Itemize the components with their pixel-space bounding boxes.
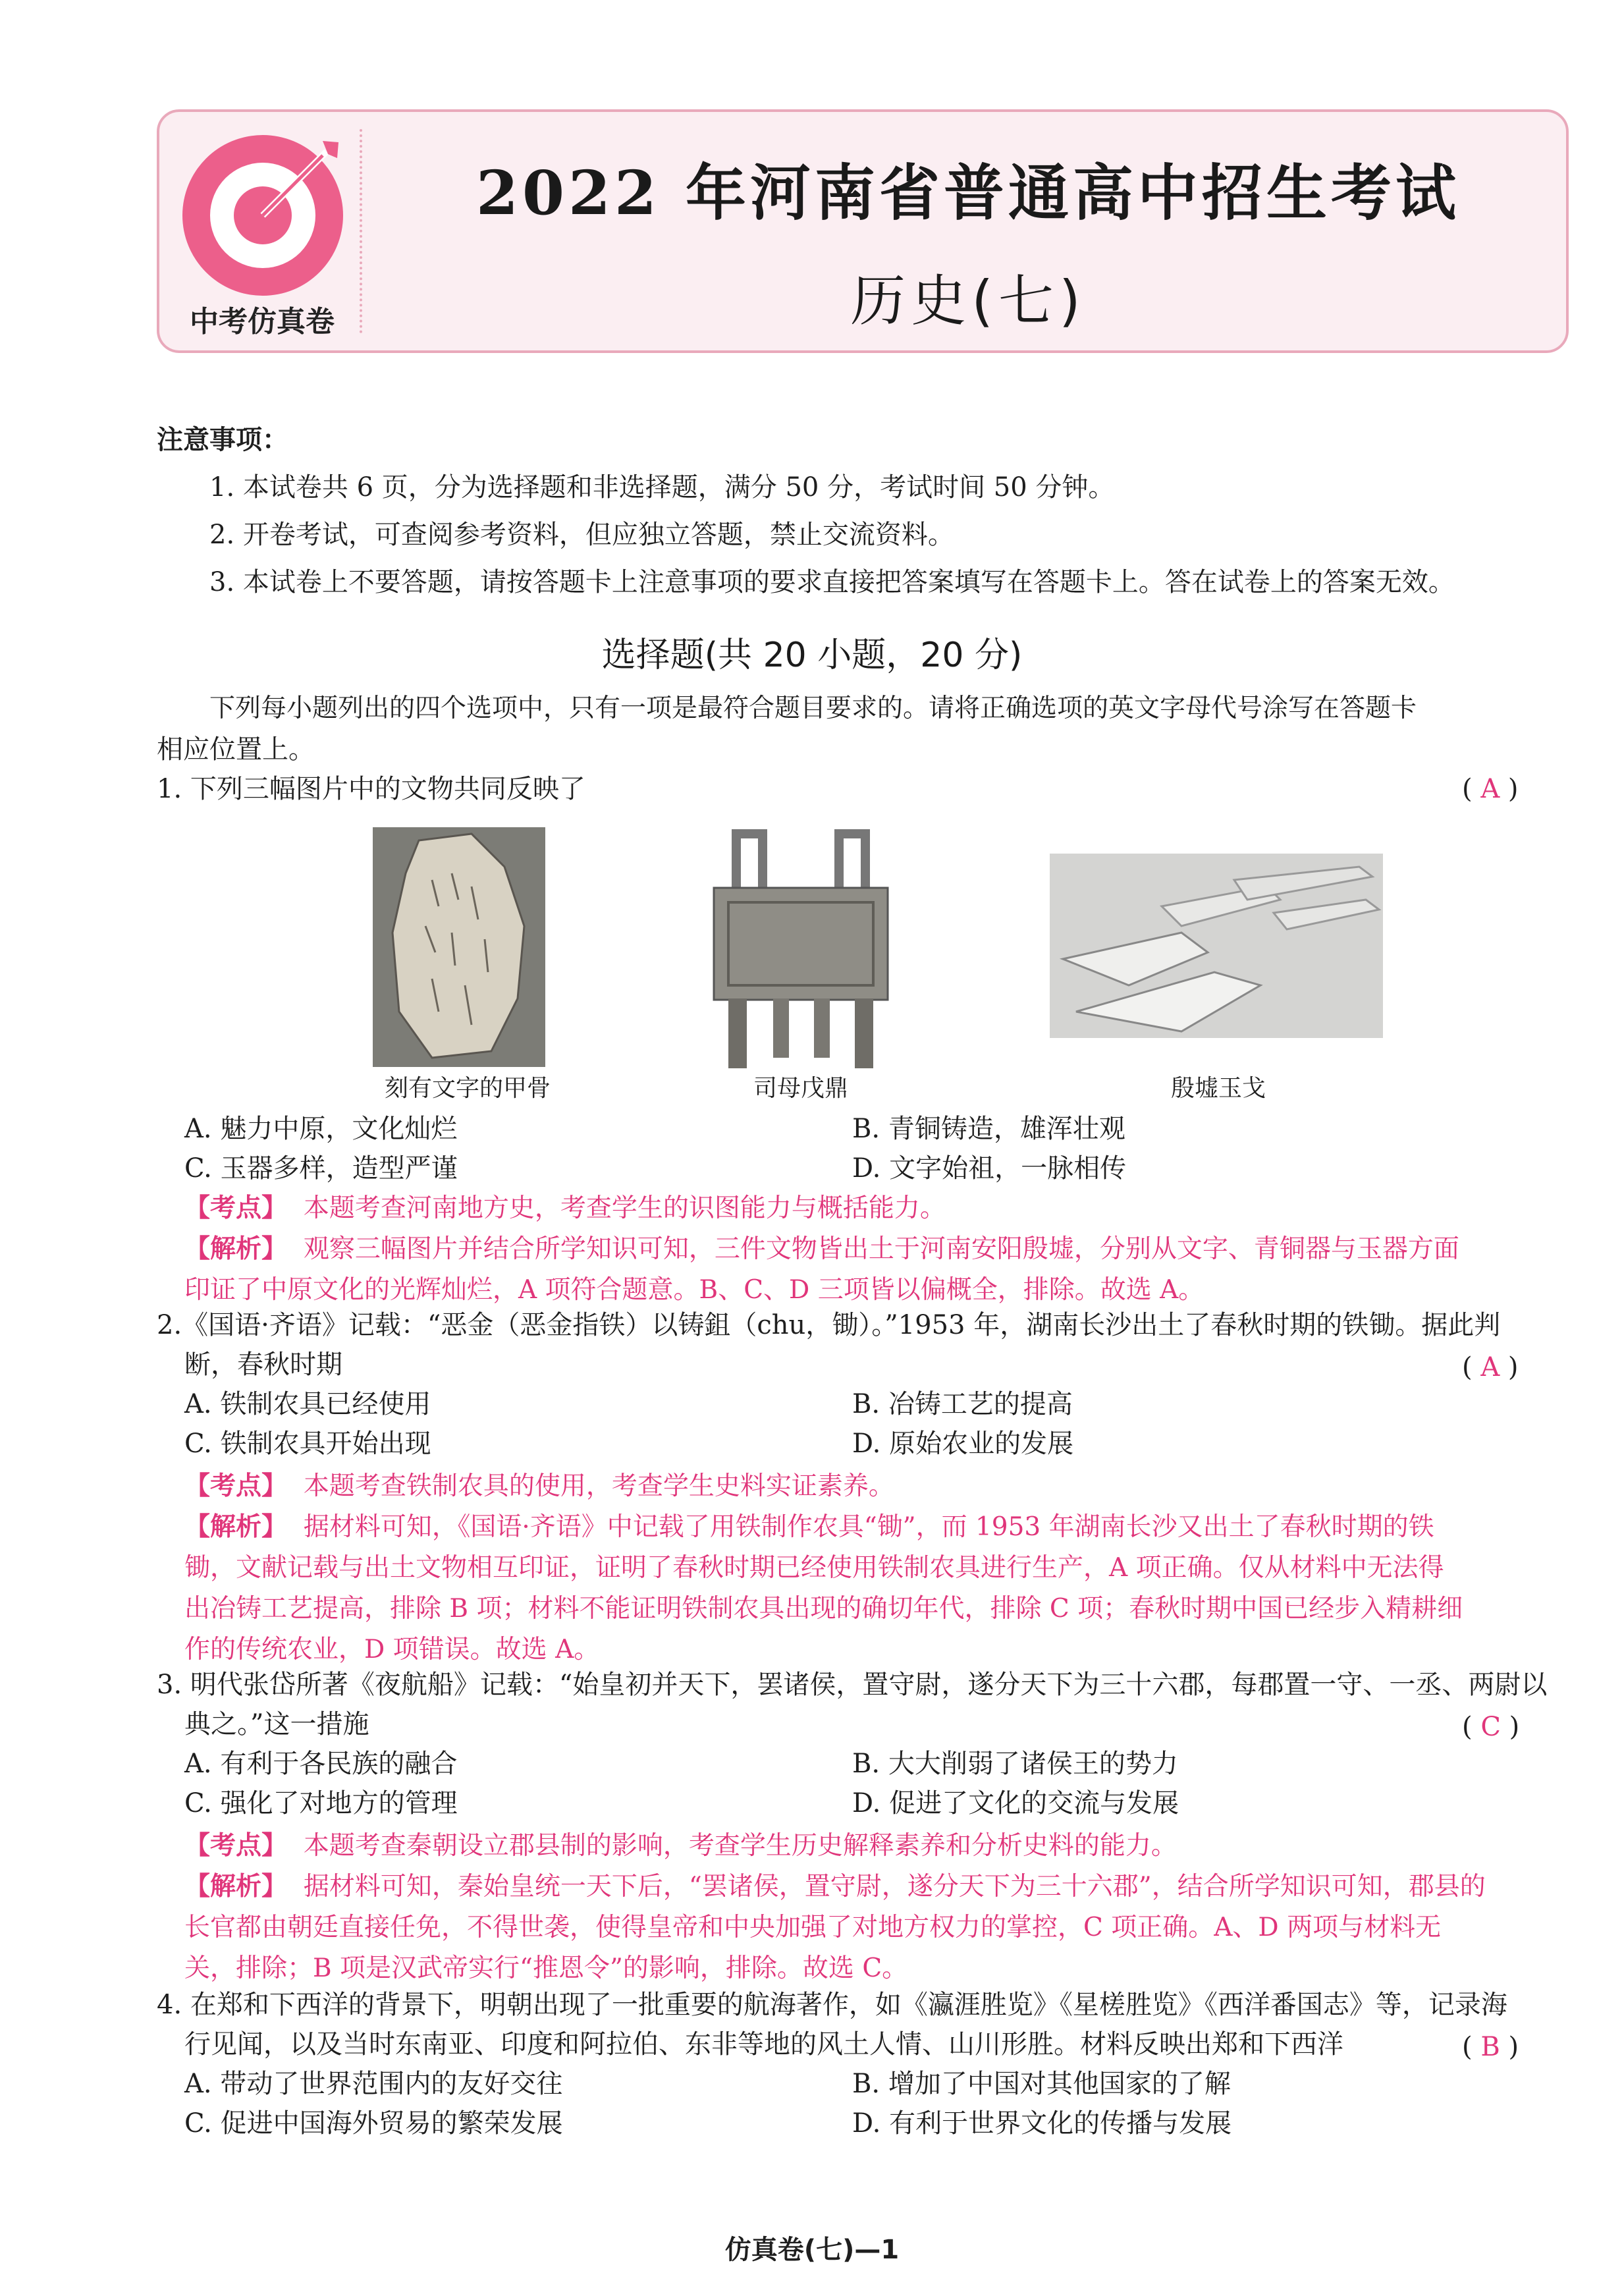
q2-answer: A xyxy=(1480,1352,1500,1382)
q3-kaodian-tag: 【考点】 xyxy=(184,1831,288,1861)
header-divider xyxy=(360,129,362,333)
caption-oracle-bone: 刻有文字的甲骨 xyxy=(384,1075,551,1102)
q2-jiexi-line3: 出冶铸工艺提高，排除 B 项；材料不能证明铁制农具出现的确切年代，排除 C 项；春秋时期中国已经步入精耕细 xyxy=(184,1594,1463,1624)
q4-stem-line2: 行见闻，以及当时东南亚、印度和阿拉伯、东非等地的风土人情、山川形胜。材料反映出郑和下西洋 xyxy=(184,2029,1343,2060)
note-item-3: 3. 本试卷上不要答题，请按答题卡上注意事项的要求直接把答案填写在答题卡上。答在试卷上的答案无效。 xyxy=(209,567,1455,597)
q2-kaodian xyxy=(184,1466,894,1507)
q1-option-a: A. 魅力中原，文化灿烂 xyxy=(184,1114,458,1144)
q4-option-a: A. 带动了世界范围内的友好交往 xyxy=(184,2069,563,2099)
q1-kaodian xyxy=(184,1188,946,1229)
q4-answer: B xyxy=(1480,2032,1500,2062)
q1-answer: A xyxy=(1480,774,1500,804)
q2-jiexi xyxy=(184,1507,1434,1548)
q1-jiexi-text1: 观察三幅图片并结合所学知识可知，三件文物皆出土于河南安阳殷墟，分别从文字、青铜器与玉器方面 xyxy=(303,1234,1459,1264)
q3-jiexi-line3: 关，排除；B 项是汉武帝实行“推恩令”的影响，排除。故选 C。 xyxy=(184,1953,908,1983)
q1-jiexi-tag: 【解析】 xyxy=(184,1234,288,1264)
q1-option-d: D. 文字始祖，一脉相传 xyxy=(852,1153,1127,1184)
q2-jiexi-line4: 作的传统农业，D 项错误。故选 A。 xyxy=(184,1635,600,1664)
oracle-bone-image xyxy=(373,827,545,1067)
q2-option-b: B. 冶铸工艺的提高 xyxy=(852,1389,1073,1419)
q1-stem: 1. 下列三幅图片中的文物共同反映了 xyxy=(157,774,585,804)
exam-subject: 历史(七) xyxy=(850,269,1086,333)
q2-jiexi-tag: 【解析】 xyxy=(184,1512,288,1542)
q3-option-a: A. 有利于各民族的融合 xyxy=(184,1749,458,1779)
note-item-1: 1. 本试卷共 6 页，分为选择题和非选择题，满分 50 分，考试时间 50 分钟。 xyxy=(209,472,1115,503)
q2-jiexi-text1: 据材料可知，《国语·齐语》中记载了用铁制作农具“锄”，而 1953 年湖南长沙又出土了春秋时期的铁 xyxy=(303,1512,1434,1542)
q2-option-d: D. 原始农业的发展 xyxy=(852,1429,1074,1459)
q1-jiexi xyxy=(184,1229,1459,1270)
q1-option-b: B. 青铜铸造，雄浑壮观 xyxy=(852,1114,1125,1144)
q2-kaodian-tag: 【考点】 xyxy=(184,1471,288,1501)
q3-answer-bracket: ( C ) xyxy=(1462,1712,1520,1742)
target-logo-icon xyxy=(176,129,349,302)
q3-stem-line1: 3. 明代张岱所著《夜航船》记载：“始皇初并天下，罢诸侯，置守尉，遂分天下为三十六郡，每郡置一守、一丞、两尉以 xyxy=(157,1670,1548,1700)
q4-option-d: D. 有利于世界文化的传播与发展 xyxy=(852,2108,1232,2139)
q4-option-b: B. 增加了中国对其他国家的了解 xyxy=(852,2069,1231,2099)
q3-kaodian-text: 本题考查秦朝设立郡县制的影响，考查学生历史解释素养和分析史料的能力。 xyxy=(303,1831,1177,1861)
q4-stem-line1: 4. 在郑和下西洋的背景下，明朝出现了一批重要的航海著作，如《瀛涯胜览》《星槎胜览》《西洋番国志》等，记录海 xyxy=(157,1990,1507,2020)
q1-jiexi-line2: 印证了中原文化的光辉灿烂，A 项符合题意。B、C、D 三项皆以偏概全，排除。故选 A。 xyxy=(184,1275,1204,1305)
q3-option-d: D. 促进了文化的交流与发展 xyxy=(852,1788,1179,1818)
page-footer: 仿真卷(七)—1 xyxy=(724,2235,900,2265)
jade-ge-image xyxy=(1050,854,1383,1038)
logo-label: 中考仿真卷 xyxy=(190,305,335,339)
q3-jiexi xyxy=(184,1867,1486,1907)
note-item-2: 2. 开卷考试，可查阅参考资料，但应独立答题，禁止交流资料。 xyxy=(209,520,954,550)
q4-answer-bracket: ( B ) xyxy=(1462,2032,1519,2062)
q3-stem-line2: 典之。”这一措施 xyxy=(184,1709,369,1739)
q2-option-a: A. 铁制农具已经使用 xyxy=(184,1389,431,1419)
q2-option-c: C. 铁制农具开始出现 xyxy=(184,1429,431,1459)
section-intro-line2: 相应位置上。 xyxy=(157,734,315,765)
q3-option-c: C. 强化了对地方的管理 xyxy=(184,1788,458,1818)
q1-kaodian-text: 本题考查河南地方史，考查学生的识图能力与概括能力。 xyxy=(303,1193,946,1223)
q3-option-b: B. 大大削弱了诸侯王的势力 xyxy=(852,1749,1178,1779)
caption-jade-ge: 殷墟玉戈 xyxy=(1170,1075,1266,1102)
q2-stem-line2: 断，春秋时期 xyxy=(184,1350,342,1380)
q2-kaodian-text: 本题考查铁制农具的使用，考查学生史料实证素养。 xyxy=(303,1471,894,1501)
q3-jiexi-line2: 长官都由朝廷直接任免，不得世袭，使得皇帝和中央加强了对地方权力的掌控，C 项正确。A、D 两项与材料无 xyxy=(184,1913,1442,1942)
q2-stem-line1: 2.《国语·齐语》记载：“恶金（恶金指铁）以铸鉏（chu，锄）。”1953 年，湖南长沙出土了春秋时期的铁锄。据此判 xyxy=(157,1310,1501,1340)
q4-option-c: C. 促进中国海外贸易的繁荣发展 xyxy=(184,2108,563,2139)
notes-heading: 注意事项： xyxy=(157,425,288,455)
exam-title: 2022 年河南省普通高中招生考试 xyxy=(475,157,1461,229)
q2-jiexi-line2: 锄，文献记载与出土文物相互印证，证明了春秋时期已经使用铁制农具进行生产，A 项正确。仅从材料中无法得 xyxy=(184,1553,1444,1583)
q3-kaodian xyxy=(184,1826,1177,1867)
q1-kaodian-tag: 【考点】 xyxy=(184,1193,288,1223)
q3-jiexi-tag: 【解析】 xyxy=(184,1872,288,1901)
caption-simuwu-ding: 司母戊鼎 xyxy=(753,1075,848,1102)
q1-answer-bracket: ( A ) xyxy=(1462,774,1519,804)
section-intro-line1: 下列每小题列出的四个选项中，只有一项是最符合题目要求的。请将正确选项的英文字母代号涂写在答题卡 xyxy=(209,694,1417,723)
section-title: 选择题(共 20 小题，20 分) xyxy=(601,636,1023,675)
q3-answer: C xyxy=(1480,1712,1501,1742)
q3-jiexi-text1: 据材料可知，秦始皇统一天下后，“罢诸侯，置守尉，遂分天下为三十六郡”，结合所学知识可知，郡县的 xyxy=(303,1872,1486,1901)
q2-answer-bracket: ( A ) xyxy=(1462,1352,1519,1382)
simuwu-ding-image xyxy=(702,829,900,1074)
q1-option-c: C. 玉器多样，造型严谨 xyxy=(184,1153,458,1184)
